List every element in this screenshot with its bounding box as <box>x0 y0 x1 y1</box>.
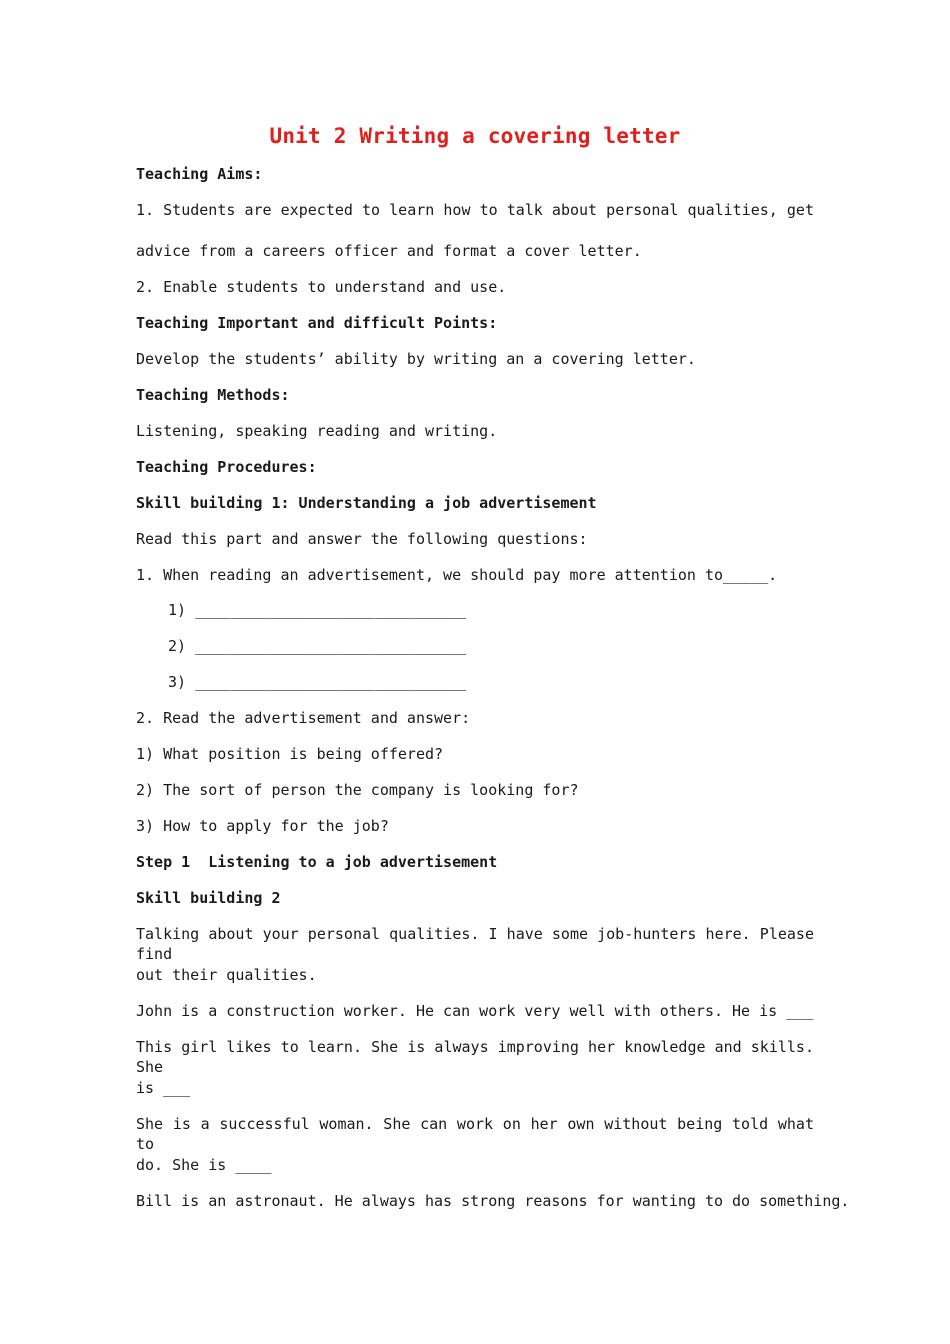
document-title: Unit 2 Writing a covering letter <box>269 124 681 148</box>
heading-teaching-procedures: Teaching Procedures: <box>136 458 317 476</box>
question-line: 3) How to apply for the job? <box>136 817 389 835</box>
paragraph-line: Talking about your personal qualities. I have some job-hunters here. Please find <box>136 925 814 963</box>
heading-teaching-methods: Teaching Methods: <box>136 386 290 404</box>
heading-step-1: Step 1 Listening to a job advertisement <box>136 853 498 871</box>
paragraph-line: is ___ <box>136 1079 191 1097</box>
question-line: 2) The sort of person the company is looking for? <box>136 781 579 799</box>
paragraph-line: Develop the students’ ability by writing an a covering letter. <box>136 350 696 368</box>
answer-blank: 2) ______________________________ <box>168 637 467 655</box>
question-line: 1) What position is being offered? <box>136 745 444 763</box>
paragraph-line: 1. Students are expected to learn how to talk about personal qualities, get <box>136 201 814 219</box>
heading-important-points: Teaching Important and difficult Points: <box>136 314 498 332</box>
paragraph-line: do. She is ____ <box>136 1156 272 1174</box>
answer-blank: 1) ______________________________ <box>168 601 467 619</box>
paragraph-line: This girl likes to learn. She is always improving her knowledge and skills. She <box>136 1038 814 1076</box>
heading-teaching-aims: Teaching Aims: <box>136 165 263 183</box>
question-line: 1. When reading an advertisement, we should pay more attention to_____. <box>136 566 778 584</box>
heading-skill-building-2: Skill building 2 <box>136 889 281 907</box>
paragraph-line: Listening, speaking reading and writing. <box>136 422 498 440</box>
paragraph-line: out their qualities. <box>136 966 317 984</box>
paragraph-line: advice from a careers officer and format a cover letter. <box>136 242 642 260</box>
paragraph-line: John is a construction worker. He can work very well with others. He is ___ <box>136 1002 814 1020</box>
heading-skill-building-1: Skill building 1: Understanding a job advertisement <box>136 494 597 512</box>
paragraph-line: Bill is an astronaut. He always has strong reasons for wanting to do something. <box>136 1192 850 1210</box>
answer-blank: 3) ______________________________ <box>168 673 467 691</box>
paragraph-line: She is a successful woman. She can work on her own without being told what to <box>136 1115 814 1153</box>
paragraph-line: Read this part and answer the following questions: <box>136 530 588 548</box>
paragraph-line: 2. Enable students to understand and use. <box>136 278 507 296</box>
question-line: 2. Read the advertisement and answer: <box>136 709 471 727</box>
